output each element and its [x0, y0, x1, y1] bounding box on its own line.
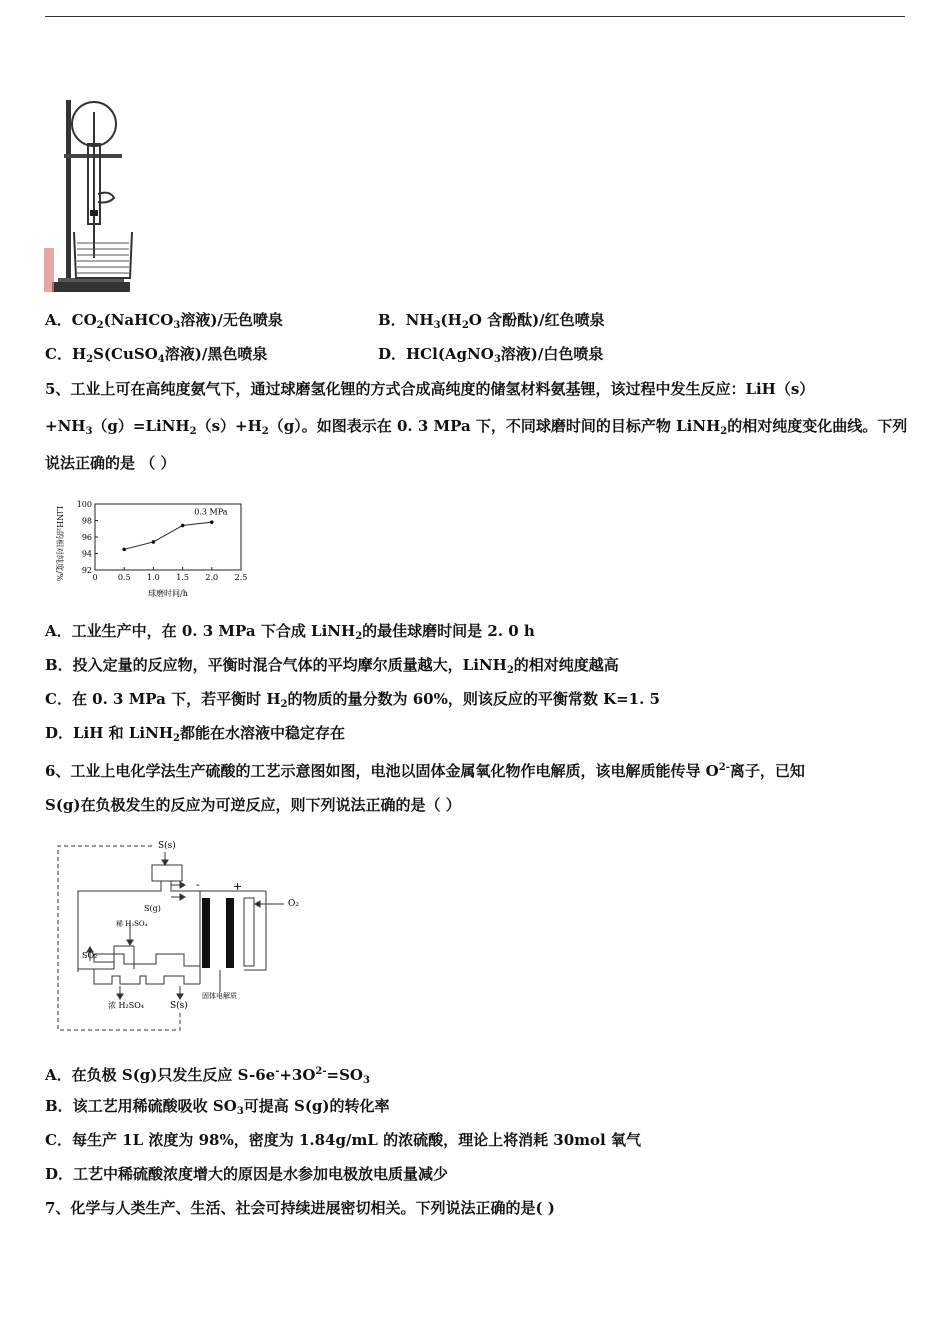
q4-option-c: C．$H_2S(CuSO_4$溶液)/黑色喷泉 — [45, 345, 268, 365]
data-point — [210, 520, 214, 524]
q6-stem-line-1: 6、工业上电化学法生产硫酸的工艺示意图如图，电池以固体金属氧化物作电解质，该电解质能传导 $O^{2-}$离子，已知 — [45, 762, 805, 780]
q7-stem-line-1: 7、化学与人类生产、生活、社会可持续进展密切相关。下列说法正确的是( ) — [45, 1199, 555, 1217]
q5-stem-line-1: 5、工业上可在高纯度氨气下，通过球磨氢化锂的方式合成高纯度的储氢材料氨基锂，该过程中发生反应：LiH（s） — [45, 380, 815, 398]
q4-option-b: B．$NH_3(H_2O$ 含酚酞)/红色喷泉 — [378, 311, 605, 331]
x-tick-label: 1.0 — [147, 573, 160, 582]
series-line-0-3mpa — [124, 522, 212, 549]
data-point — [181, 524, 185, 528]
q6-option-c: C．每生产 1L 浓度为 98%，密度为 1.84g/mL 的浓硫酸，理论上将消耗 30mol 氧气 — [45, 1131, 641, 1149]
sulfuric-acid-process-diagram — [54, 836, 304, 1036]
label-negative: - — [196, 878, 200, 891]
label-s-gas: S(g) — [144, 904, 161, 913]
data-point — [122, 548, 126, 552]
x-tick-label: 0 — [92, 573, 98, 582]
q4-option-d: D．HCl(AgNO$_3$溶液)/白色喷泉 — [378, 345, 604, 365]
y-tick-label: 92 — [81, 566, 92, 575]
q5-option-d: D．LiH 和 LiNH$_2$都能在水溶液中稳定存在 — [45, 724, 345, 744]
q6-option-a: A．在负极 S(g)只发生反应 $S-6e^-+3O^{2-}=SO_3$ — [45, 1066, 370, 1086]
q5-option-c: C．在 0. 3 MPa 下，若平衡时 $H_2$的物质的量分数为 60%，则该反应的平衡常数 K=1. 5 — [45, 690, 660, 710]
label-s-solid-bottom: S(s) — [170, 1001, 188, 1011]
series-label: 0.3 MPa — [194, 507, 228, 517]
q4-option-a: A．$CO_2(NaHCO_3$溶液)/无色喷泉 — [45, 311, 283, 331]
data-point — [152, 540, 156, 544]
chart-xlabel: 球磨时间/h — [148, 589, 188, 598]
q5-stem-line-2: $+NH_3(g)=LiNH_2(s)+H_2(g)$。如图表示在 0. 3 MPa 下，不同球磨时间的目标产物 LiNH$_2$的相对纯度变化曲线。下列 — [45, 417, 908, 437]
y-tick-label: 94 — [81, 549, 92, 559]
x-tick-label: 2.0 — [205, 573, 219, 582]
q5-option-a: A．工业生产中，在 0. 3 MPa 下合成 LiNH$_2$的最佳球磨时间是 2. 0 h — [45, 622, 535, 642]
q5-option-b: B．投入定量的反应物，平衡时混合气体的平均摩尔质量越大，LiNH$_2$的相对纯度越高 — [45, 656, 619, 676]
label-s-solid-top: S(s) — [158, 841, 176, 851]
q6-option-d: D．工艺中稀硫酸浓度增大的原因是水参加电极放电质量减少 — [45, 1165, 449, 1183]
y-tick-label: 100 — [76, 500, 92, 509]
label-so2: SO₂ — [82, 951, 98, 960]
label-positive: + — [233, 880, 243, 893]
label-o2: O₂ — [288, 899, 299, 909]
fountain-apparatus-figure — [44, 98, 138, 298]
label-conc-acid: 浓 H₂SO₄ — [108, 1001, 144, 1010]
q6-stem-line-2: S(g)在负极发生的反应为可逆反应，则下列说法正确的是（ ） — [45, 796, 461, 814]
x-tick-label: 2.5 — [234, 573, 248, 582]
x-tick-label: 1.5 — [176, 573, 189, 582]
header-rule — [45, 16, 905, 17]
q5-stem-line-3: 说法正确的是 （ ） — [45, 454, 176, 472]
purity-chart — [45, 498, 260, 600]
chart-ylabel: LiNH₂的相对纯度/% — [55, 506, 64, 582]
q6-option-b: B．该工艺用稀硫酸吸收 $SO_3$可提高 S(g)的转化率 — [45, 1097, 390, 1117]
label-solid-electrolyte: 固体电解质 — [202, 992, 237, 1000]
x-tick-label: 0.5 — [117, 573, 131, 582]
y-tick-label: 98 — [81, 516, 92, 526]
y-tick-label: 96 — [81, 533, 92, 542]
label-dilute-acid: 稀 H₂SO₄ — [116, 920, 148, 928]
